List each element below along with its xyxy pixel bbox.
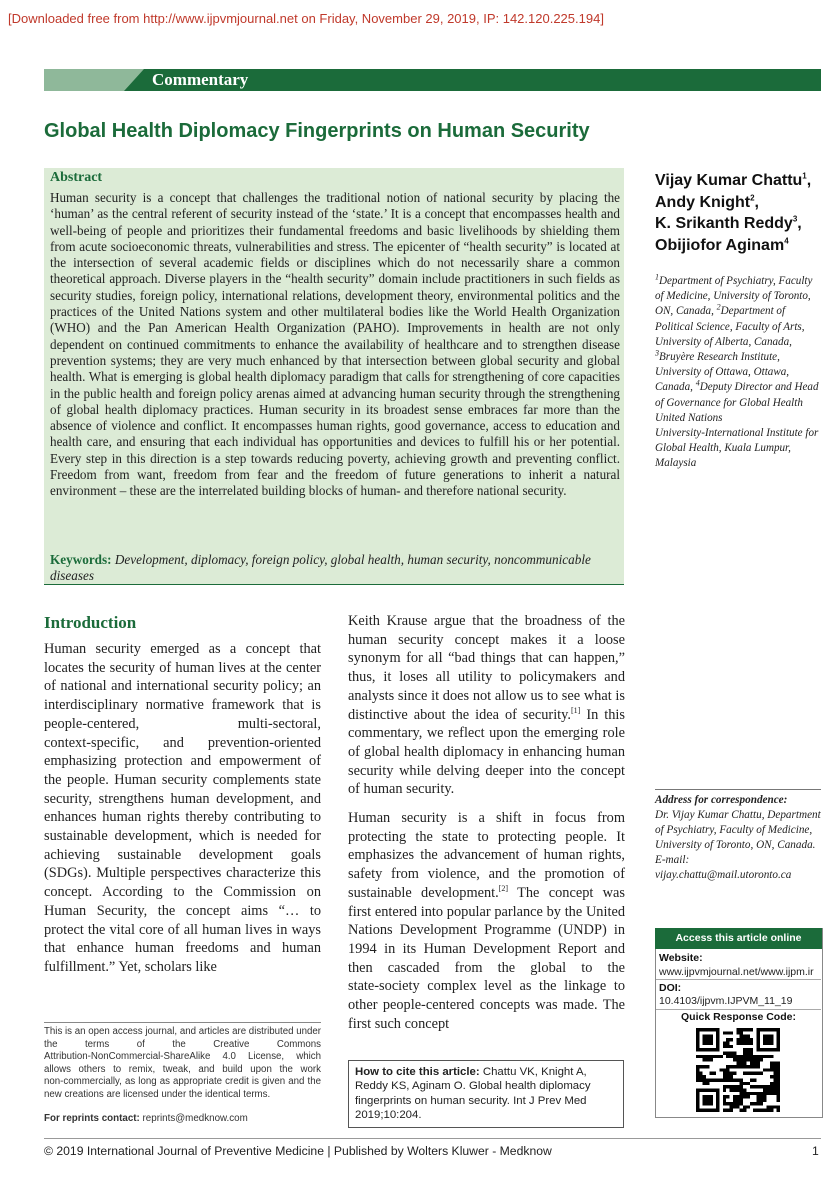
affil-3: Bruyère Research Institute, University of Ottawa, Ottawa, Canada,: [655, 351, 790, 394]
doi-label: DOI:: [659, 982, 682, 994]
column-left: [44, 640, 321, 977]
introduction-heading: Introduction: [44, 613, 137, 632]
author-list: Vijay Kumar Chattu$^1$, Andy Knight$^2$, K. Srikanth Reddy$^3$, Obijiofor Aginam$^4$: [655, 171, 812, 254]
citation-text: Chattu VK, Knight A, Reddy KS, Aginam O. Global health diplomacy fingerprints on human security. Int J Prev Med 2019;10:204.: [355, 1066, 591, 1122]
reprints-email[interactable]: reprints@medknow.com: [142, 1113, 248, 1124]
correspondence-label: Address for correspondence:: [655, 794, 788, 806]
reprints-label: For reprints contact:: [44, 1113, 140, 1124]
website-label: Website:: [659, 952, 703, 964]
citation-label: How to cite this article:: [355, 1066, 480, 1078]
section-label: Commentary: [152, 70, 249, 89]
qr-label: Quick Response Code:: [681, 1011, 796, 1023]
column-right: [348, 612, 625, 1033]
article-title: Global Health Diplomacy Fingerprints on Human Security: [44, 120, 590, 142]
author-3: K. Srikanth Reddy: [655, 215, 793, 232]
affil-3-sup: 3: [655, 348, 659, 358]
access-divider-1: [656, 979, 821, 980]
author-2-sup: 2: [750, 193, 755, 203]
author-1-sup: 1: [802, 171, 807, 181]
abstract-text: Human security is a concept that challenges the traditional notion of national security by placing the ‘human’ as the central referent of security instead of the ‘state.’ It is a concept that encompasses health and well‑being of people and prioritizes their fundamental freedoms and basic livelihoods by shielding them from acute socioeconomic threats, vulnerabilities and stress. The epicenter of “health security” is located at the intersection of several academic fields or disciplines which do not necessarily share a common theoretical approach. Diverse players in the “health security” domain include practitioners in such fields as security studies, foreign policy, international relations, development theory, environmental politics and the practices of the United Nations system and other multilateral bodies like the World Health Organization (WHO) and the Pan American Health Organization (PAHO). Improvements in health are not only dependent on continued commitments to enhance the availability of healthcare and to strengthen disease prevention systems; they are very much enhanced by that intersection between global security and global health. What is emerging is global health diplomacy paradigm that calls for strengthening of core capacities in the public health and foreign policy arenas aimed at advancing human security through the strengthening of global health diplomacy practices. Human security in its broadest sense embraces far more than the absence of violence and conflict. It encompasses human rights, good governance, access to education and health care, and ensuring that each individual has opportunities and devices to fulfill his or her potential. Every step in this direction is a step towards reducing poverty, achieving growth and preventing conflict. Freedom from want, freedom from fear and the freedom of future generations to inherit a natural environment – these are the interrelated building blocks of human‑ and therefore national security.: [50, 190, 620, 499]
license-text: This is an open access journal, and articles are distributed under the terms of the Creative Commons Attribution‑NonCommercial‑ShareAlike 4.0 License, which allows others to remix, tweak, and build upon the work non‑commercially, as long as appropriate credit is given and the new creations are licensed under the identical terms.: [44, 1026, 321, 1100]
reprints-contact: [44, 1113, 248, 1124]
footnote-divider: [44, 1022, 321, 1023]
intro-paragraph-1: Human security emerged as a concept that locates the security of human lives at the center of national and international security policy; an interdisciplinary normative framework that is people‑centered, multi‑sectoral, context‑specific, and prevention‑oriented emphasizing protection and empowerment of the people. Human security complements state security, strengthens human development, and enhances human rights thereby contributing to sustainable development, which is needed for achieving sustainable development goals (SDGs). Multiple perspectives characterize this concept. According to the Commission on Human Security, the concept aims “… to protect the vital core of all human lives in ways that enhance human freedoms and human fulfillment.” Yet, scholars like: [44, 641, 321, 975]
access-divider-2: [656, 1009, 821, 1010]
download-notice: [Downloaded free from http://www.ijpvmjournal.net on Friday, November 29, 2019, IP: 142.120.225.194]: [8, 11, 604, 26]
author-3-sup: 3: [792, 214, 798, 224]
keywords-label: Keywords:: [50, 552, 112, 567]
author-2: Andy Knight: [655, 193, 751, 211]
page-number: 1: [812, 1144, 819, 1158]
affil-4: Deputy Director and Head of Governance for Global Health United Nations University‑International Institute for Global Health, Kuala Lumpur, Malaysia: [655, 381, 819, 470]
affil-2-sup: 2: [716, 302, 721, 312]
reference-2[interactable]: [2]: [498, 884, 509, 894]
footer-text: © 2019 International Journal of Preventive Medicine | Published by Wolters Kluwer ‑ Medknow: [44, 1144, 552, 1158]
affil-1: Department of Psychiatry, Faculty of Medicine, University of Toronto, ON, Canada,: [655, 275, 813, 318]
website-link[interactable]: www.ijpvmjournal.net/www.ijpm.ir: [659, 966, 814, 978]
doi-value[interactable]: 10.4103/ijpvm.IJPVM_11_19: [659, 995, 793, 1007]
correspondence-text: Dr. Vijay Kumar Chattu, Department of Psychiatry, Faculty of Medicine, University of Toronto, ON, Canada. E‑mail: vijay.chattu@mail.utoronto.ca: [655, 809, 821, 882]
intro-p2-text-b: In this commentary, we reflect upon the emerging role of global health diplomacy in enhancing human security while delving deeper into the concept of human security.: [348, 706, 625, 798]
correspondence: [655, 793, 823, 884]
affil-4-sup: 4: [695, 378, 700, 388]
access-heading: Access this article online: [655, 928, 822, 949]
intro-paragraph-2: [348, 612, 625, 799]
intro-p3-text-b: The concept was first entered into popular parlance by the United Nations Development Programme (UNDP) in 1994 in its Human Development Report and then cascaded from the global to the state‑society complex level as the linkage to other people‑centered concepts was made. The first such concept: [348, 884, 625, 1032]
intro-p2-text-a: Keith Krause argue that the broadness of the human security concept makes it a loose synonym for all “bad things that can happen,” thus, it loses all utility to policymakers and analysts since it does not allow us to see what is distinctive about the idea of security.: [348, 613, 625, 723]
citation-box: [348, 1060, 624, 1128]
author-1: Vijay Kumar Chattu: [655, 172, 803, 189]
qr-code-icon[interactable]: [696, 1028, 780, 1112]
correspondence-divider: [655, 789, 821, 790]
affil-2: Department of Political Science, Faculty of Arts, University of Alberta, Canada,: [655, 305, 805, 348]
intro-p3-text-a: Human security is a shift in focus from protecting the state to protecting people. It emphasizes the advancement of human rights, safety from violence, and the promotion of sustainable development.: [348, 810, 625, 901]
author-4-sup: 4: [784, 236, 789, 246]
intro-paragraph-3: [348, 809, 625, 1033]
keywords: [50, 552, 620, 584]
author-4: Obijiofor Aginam: [655, 236, 785, 254]
affiliations: [655, 274, 823, 472]
footer-divider: [44, 1138, 821, 1139]
abstract-heading: Abstract: [50, 170, 103, 185]
keywords-text: Development, diplomacy, foreign policy, global health, human security, noncommunicable diseases: [50, 552, 591, 583]
affil-1-sup: 1: [655, 272, 659, 282]
keywords-divider: [44, 584, 624, 585]
reference-1[interactable]: [1]: [571, 705, 581, 715]
